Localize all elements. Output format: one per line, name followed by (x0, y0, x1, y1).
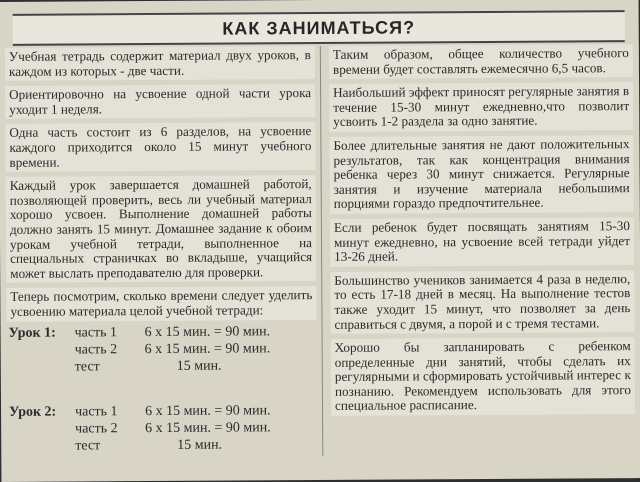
lesson-label: Урок 1: (8, 325, 56, 341)
lesson-calc: 6 х 15 мин. = 90 мин. (144, 340, 271, 357)
paragraph: Хорошо бы запланировать с ребенком определенные дни занятий, чтобы сделать их регулярными и сформировать устойчивый интерес к познанию. Рекомендуем использовать для этого специальное расписание. (331, 337, 635, 416)
lesson-2-schedule (9, 402, 317, 455)
lesson-part: часть 1 (74, 403, 118, 419)
lesson-calc: 15 мин. (177, 437, 223, 453)
paragraph: Каждый урок завершается домашней работой, позволяющей проверить, весь ли учебный материал хорошо усвоен. Выполнение домашней работы должно занять 15 минут. Домашнее задание к обоим урокам учебной тетради, выполненное на специальных страничках во вкладыше, учащийся может выслать преподавателю для проверки. (6, 175, 317, 283)
left-column (5, 46, 318, 474)
lesson-part: часть 2 (74, 341, 118, 358)
lesson-part: часть 2 (75, 420, 118, 436)
paragraph: Наибольший эффект приносят регулярные занятия в течение 15-30 минут ежедневно,что позволит усвоить 1-2 раздела за одно занятие. (329, 82, 633, 132)
lesson-1-schedule (9, 323, 317, 376)
paragraph: Ориентировочно на усвоение одной части урока уходит 1 неделя. (5, 84, 315, 119)
column-divider (320, 46, 324, 456)
paragraph: Большинство учеников занимается 4 раза в неделю, то есть 17-18 дней в месяц. На выполнение тестов также уходит 15 минут, что позволяет за день справиться с двумя, а порой и с тремя тестами. (330, 270, 634, 334)
lesson-part: часть 1 (74, 324, 118, 341)
paragraph: Таким образом, общее количество учебного времени будет составлять ежемесячно 6,5 часов. (329, 44, 633, 79)
paragraph: Теперь посмотрим, сколько времени следует уделить усвоению материала целой учебной тетради: (6, 286, 316, 321)
lesson-part: тест (74, 358, 100, 375)
lesson-part: тест (75, 437, 101, 453)
lesson-label: Урок 2: (8, 404, 57, 420)
lesson-calc: 15 мин. (176, 358, 222, 374)
paragraph: Если ребенок будет посвящать занятиям 15-30 минут ежедневно, на усвоение всей тетради уйдет 13-26 дней. (330, 217, 634, 267)
page-title: КАК ЗАНИМАТЬСЯ? (222, 16, 416, 39)
lesson-calc: 6 х 15 мин. = 90 мин. (144, 402, 271, 419)
paragraph: Более длительные занятия не дают положительных результатов, так как концентрация внимания ребенка через 30 минут снижается. Регулярные занятия и изучение материала небольшими порциями гораздо предпочтительнее. (329, 135, 633, 214)
paragraph: Учебная тетрадь содержит материал двух уроков, в каждом из которых - две части. (5, 46, 315, 81)
lesson-calc: 6 х 15 мин. = 90 мин. (144, 323, 271, 340)
right-column (329, 44, 636, 472)
paragraph: Одна часть состоит из 6 разделов, на усвоение каждого приходится около 15 минут учебного времени. (5, 122, 315, 172)
title-bar (13, 10, 625, 46)
lesson-calc: 6 х 15 мин. = 90 мин. (145, 419, 271, 436)
